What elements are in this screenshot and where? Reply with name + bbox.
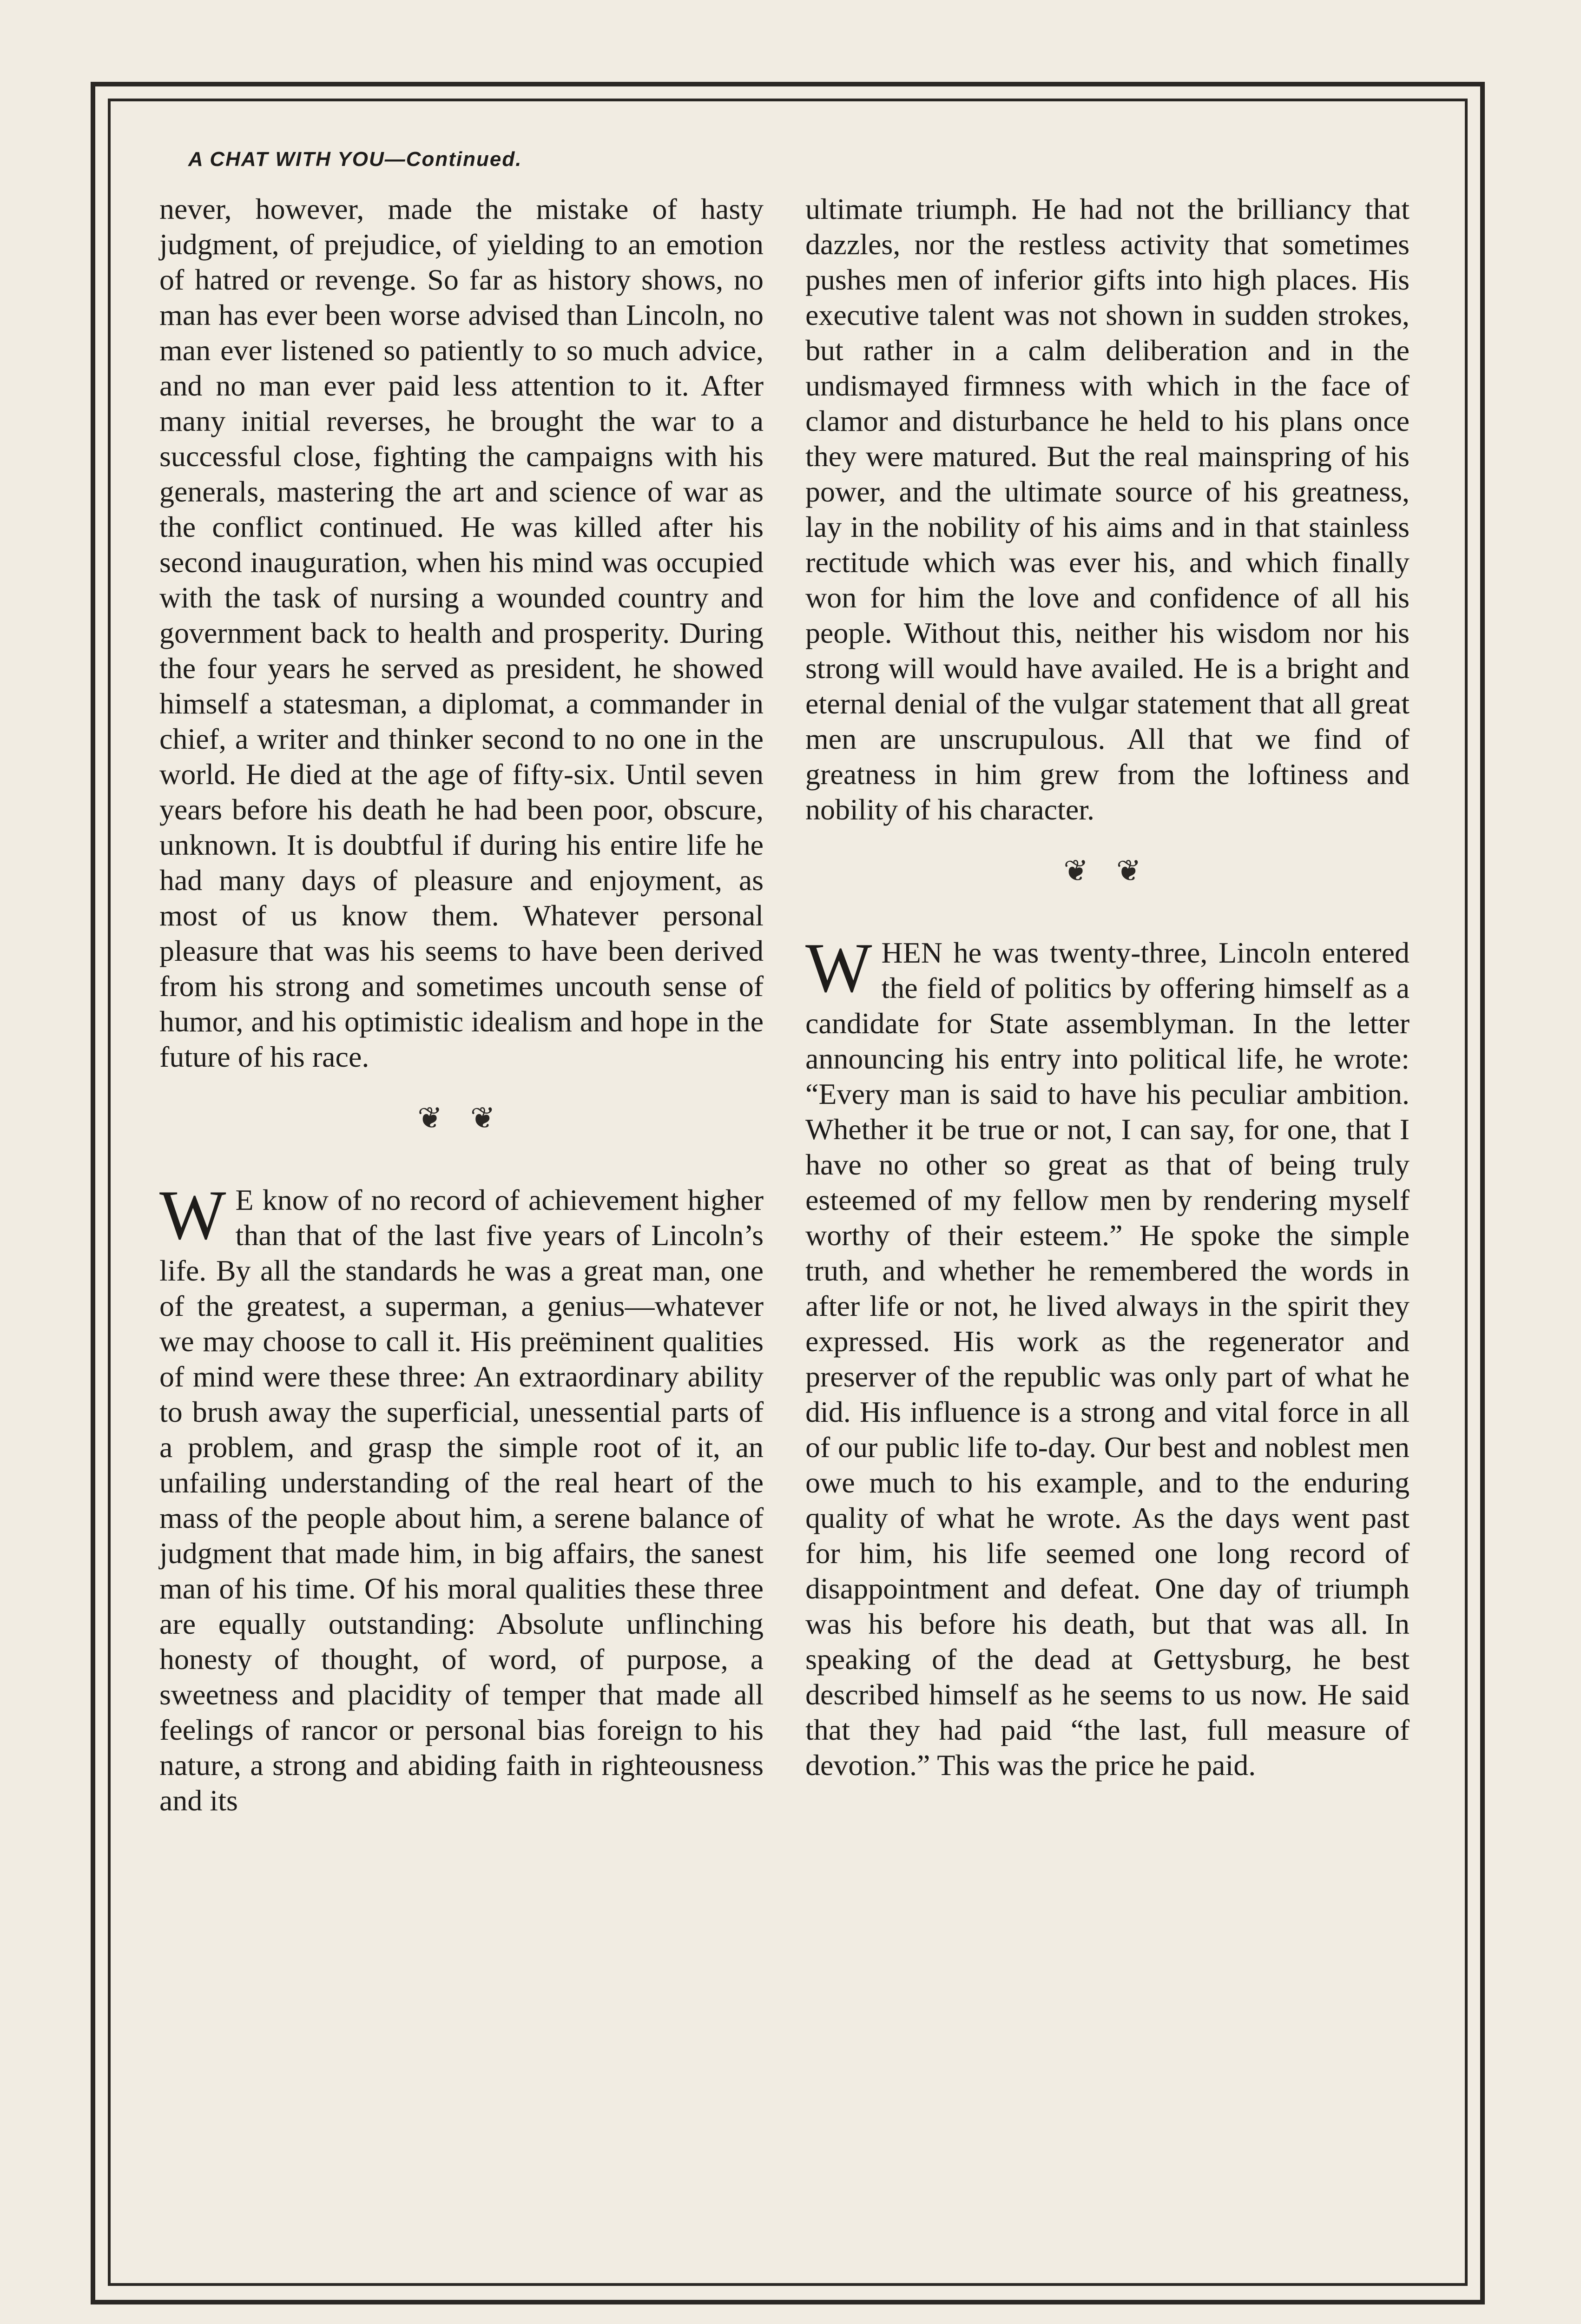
right-paragraph-1: ultimate triumph. He had not the brilliancy that dazzles, nor the restless activity that sometimes pushes men of inferior gifts into high places. His executive talent was not shown in sudden strokes, but rather in a calm deliberation and in the undismayed firmness with which in the face of clamor and disturbance he held to his plans once they were matured. But the real mainspring of his power, and the ultimate source of his greatness, lay in the nobility of his aims and in that stainless rectitude which was ever his, and which finally won for him the love and confidence of all his people. Without this, neither his wisdom nor his strong will would have availed. He is a bright and eternal denial of the vulgar statement that all great men are unscrupulous. All that we find of greatness in him grew from the loftiness and nobility of his character.: [805, 192, 1410, 826]
section-ornament-right: ❦ ❦: [1063, 854, 1152, 887]
section-ornament-left: ❦ ❦: [417, 1102, 506, 1135]
right-column: [805, 191, 1410, 1783]
left-paragraph-2: WE know of no record of achievement higher than that of the last five years of Lincoln’s life. By all the standards he was a great man, one of the greatest, a superman, a genius—whatever we may choose to call it. His preëminent qualities of mind were these three: An extraordinary ability to brush away the superficial, unessential parts of a problem, and grasp the simple root of it, an unfailing understanding of the real heart of the mass of the people about him, a serene balance of judgment that made him, in big affairs, the sanest man of his time. Of his moral qualities these three are equally outstanding: Absolute unflinching honesty of thought, of word, of purpose, a sweetness and placidity of temper that made all feelings of rancor or personal bias foreign to his nature, a strong and abiding faith in righteousness and its: [159, 1176, 764, 1817]
right-paragraph-2: WHEN he was twenty-three, Lincoln entered the field of politics by offering himself as a candidate for State assemblyman. In the letter announcing his entry into political life, he wrote: “Every man is said to have his peculiar ambition. Whether it be true or not, I can say, for one, that I have no other so great as that of being truly esteemed of my fellow men by rendering myself worthy of their esteem.” He spoke the simple truth, and whether he remembered the words in after life or not, he lived always in the spirit they expressed. His work as the regenerator and preserver of the republic was only part of what he did. His influence is a strong and vital force in all of our public life to-day. Our best and noblest men owe much to his example, and to the enduring quality of what he wrote. As the days went past for him, his life seemed one long record of disappointment and defeat. One day of triumph was his before his death, but that was all. In speaking of the dead at Gettysburg, he best described himself as he seems to us now. He said that they had paid “the last, full measure of devotion.” This was the price he paid.: [805, 929, 1410, 1782]
left-column: [159, 191, 764, 1818]
left-paragraph-1: never, however, made the mistake of hasty judgment, of prejudice, of yielding to an emotion of hatred or revenge. So far as history shows, no man has ever been worse advised than Lincoln, no man ever listened so patiently to so much advice, and no man ever paid less attention to it. After many initial reverses, he brought the war to a successful close, fighting the campaigns with his generals, mastering the art and science of war as the conflict continued. He was killed after his second inauguration, when his mind was occupied with the task of nursing a wounded country and government back to health and prosperity. During the four years he served as president, he showed himself a statesman, a diplomat, a commander in chief, a writer and thinker second to no one in the world. He died at the age of fifty-six. Until seven years before his death he had been poor, obscure, unknown. It is doubtful if during his entire life he had many days of pleasure and enjoyment, as most of us know them. Whatever personal pleasure that was his seems to have been derived from his strong and sometimes uncouth sense of humor, and his optimistic idealism and hope in the future of his race.: [159, 192, 764, 1073]
running-header: A CHAT WITH YOU—Continued.: [188, 148, 522, 171]
